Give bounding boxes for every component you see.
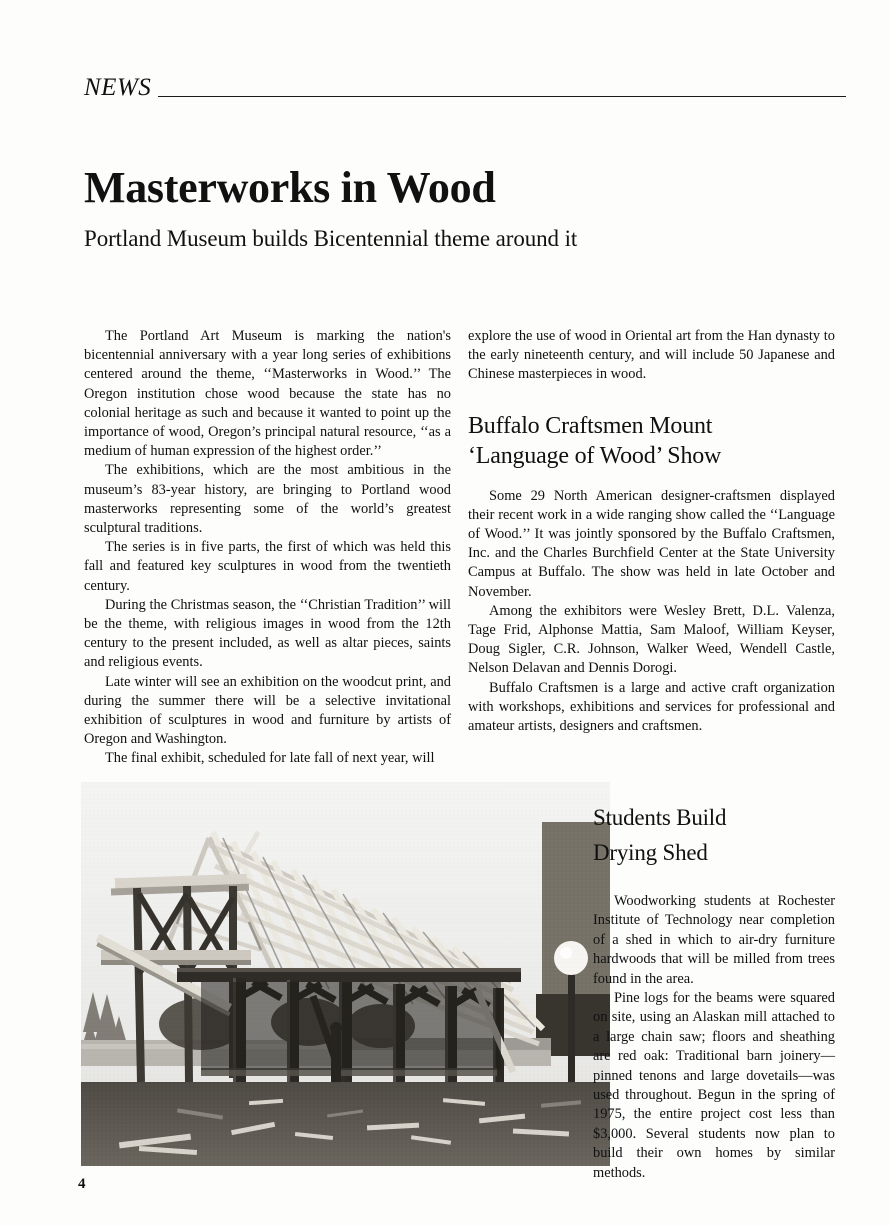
construction-photograph [81,782,610,1166]
body-column-left [84,327,451,769]
story-body [593,892,835,1183]
paragraph: The Portland Art Museum is marking the nation's bicentennial anniversary with a year long series of exhibitions centered around the theme, ‘‘Masterworks in Wood.’’ The Oregon institution chose wood because the state has no colonial heritage as such and because it wanted to point up the importance of wood, Oregon’s principal natural resource, ‘‘as a medium of human expression of the highest order.’’ [84,328,451,460]
section-heading-line: Drying Shed [593,840,708,865]
running-head-label: NEWS [84,74,152,101]
running-head [84,68,846,102]
paragraph: Woodworking students at Rochester Institute of Technology near completion of a shed in which to air-dry furniture hardwoods that will be milled from trees found in the area. [593,893,835,987]
paragraph-continuation: explore the use of wood in Oriental art from the Han dynasty to the early nineteenth century, and will include 50 Japanese and Chinese masterpieces in wood. [468,328,835,383]
paragraph: Late winter will see an exhibition on the woodcut print, and during the summer there will be a selective invitational exhibition of sculptures in wood and furniture by artists of Oregon and Washington. [84,673,451,748]
story-students-build-drying-shed [593,800,835,1183]
paragraph: Buffalo Craftsmen is a large and active craft organization with workshops, exhibitions and services for professional and amateur artists, designers and craftsmen. [468,679,835,735]
photograph-image [81,782,610,1166]
running-head-rule [158,96,846,97]
paragraph: Among the exhibitors were Wesley Brett, D.L. Valenza, Tage Frid, Alphonse Mattia, Sam Maloof, William Keyser, Doug Sigler, C.R. Johnson, Walker Weed, Wendell Castle, Nelson Delavan and Dennis Dorogi. [468,602,835,677]
page-title: Masterworks in Wood [84,163,496,213]
paragraph: During the Christmas season, the ‘‘Christian Tradition’’ will be the theme, with religious images in wood from the 12th century to the present included, as well as altar pieces, saints and religious events. [84,596,451,671]
body-column-right [468,327,835,736]
section-heading-buffalo-craftsmen [468,411,835,471]
page-deck: Portland Museum builds Bicentennial theme around it [84,226,578,252]
paragraph: The final exhibit, scheduled for late fall of next year, will [105,750,435,767]
paragraph: The exhibitions, which are the most ambitious in the museum’s 83-year history, are bringing to Portland wood masterworks representing some of the world’s greatest sculptural traditions. [84,462,451,537]
page-number: 4 [78,1176,86,1192]
section-heading-line: Students Build [593,805,727,830]
section-heading-line: Buffalo Craftsmen Mount [468,412,713,439]
paragraph: Some 29 North American designer-craftsmen displayed their recent work in a wide ranging show called the ‘‘Language of Wood.’’ It was jointly sponsored by the Buffalo Craftsmen, Inc. and the Charles Burchfield Center at the State University Campus at Buffalo. The show was held in late October and November. [468,487,835,600]
paragraph: Pine logs for the beams were squared on site, using an Alaskan mill attached to a large chain saw; floors and sheathing are red oak: Traditional barn joinery—pinned tenons and large dovetails—was used throughout. Begun in the spring of 1975, the entire project cost less than $3,000. Several students now plan to build their own homes by similar methods. [593,990,835,1181]
section-heading-line: ‘Language of Wood’ Show [468,442,722,469]
paragraph: The series is in five parts, the first of which was held this fall and featured key sculptures in wood from the twentieth century. [84,539,451,594]
section-heading-drying-shed [593,800,835,870]
